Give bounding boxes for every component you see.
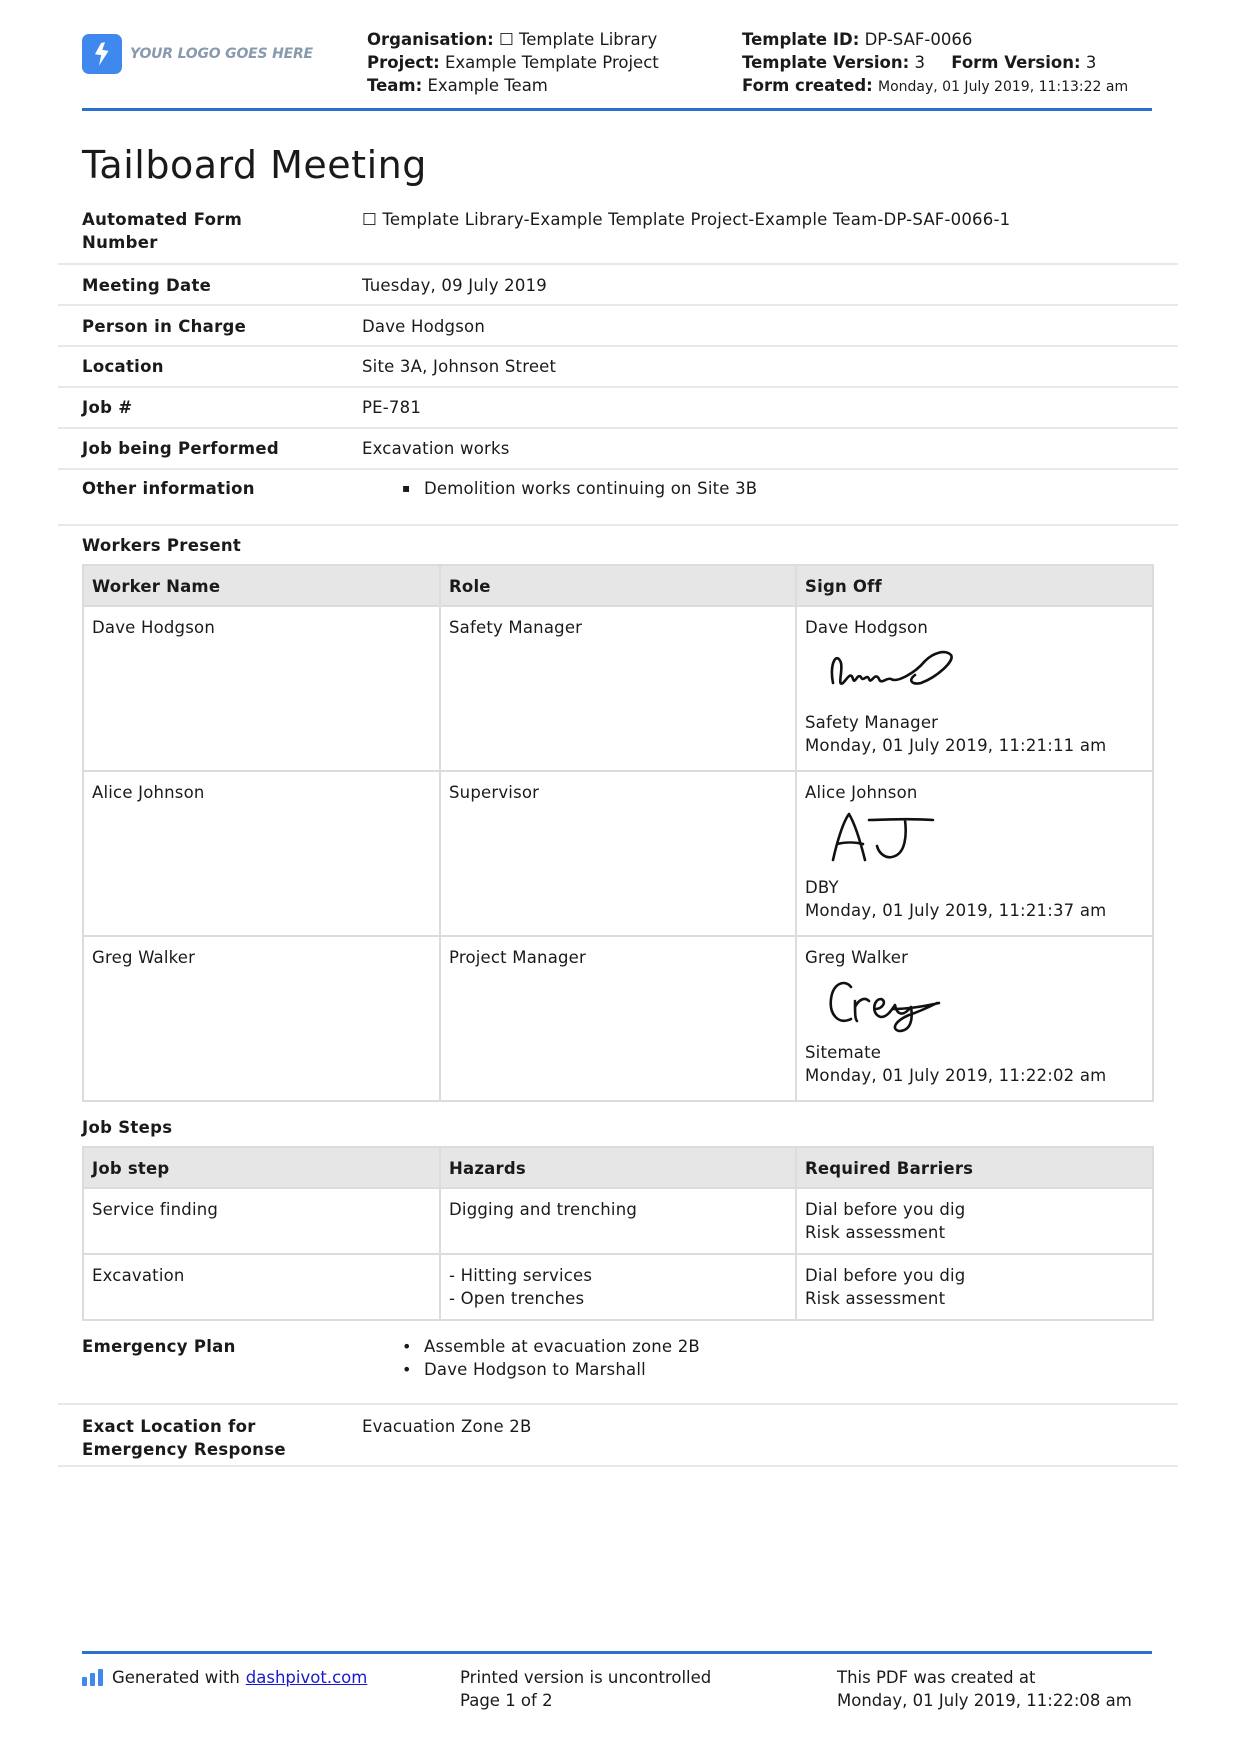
signature-image [805,804,1144,876]
form-fields [58,206,1178,526]
field-value [362,1335,1178,1403]
footer-divider [82,1651,1152,1654]
sign-organisation: Safety Manager [805,713,939,732]
field-value: ☐ Template Library-Example Template Project-Example Team-DP-SAF-0066-1 [362,210,1011,229]
worker-name-cell: Greg Walker [83,936,440,1101]
sign-name: Dave Hodgson [805,618,928,637]
sign-organisation: Sitemate [805,1043,882,1062]
list-item: • Assemble at evacuation zone 2B [362,1335,1178,1358]
footer-uncontrolled [460,1666,711,1712]
list-item: • Dave Hodgson to Marshall [362,1358,1178,1381]
field-row-emergency-plan [58,1335,1178,1405]
template-id-value: DP-SAF-0066 [864,30,973,49]
column-header: Hazards [440,1147,796,1188]
created-label: This PDF was created at [837,1668,1036,1687]
header-org-info [367,28,659,97]
project-value: Example Template Project [444,53,659,72]
sign-off-cell [796,606,1153,771]
sign-timestamp: Monday, 01 July 2019, 11:22:02 am [805,1066,1107,1085]
field-row-job-performed [58,429,1178,470]
project-label: Project: [367,53,440,72]
dashpivot-link[interactable]: dashpivot.com [245,1668,368,1687]
field-label: Exact Location for Emergency Response [82,1417,286,1459]
field-label: Job being Performed [82,439,279,458]
field-row-job-number [58,388,1178,429]
form-created-label: Form created: [742,76,873,95]
footer-created [837,1666,1132,1712]
field-label: Location [82,357,164,376]
field-value: Dave Hodgson [362,317,485,336]
column-header: Role [440,565,796,606]
workers-table [82,564,1154,1102]
page-header [82,28,1152,114]
table-header-row [83,1147,1153,1188]
worker-name-cell: Alice Johnson [83,771,440,936]
template-version-label: Template Version: [742,53,910,72]
job-steps-table [82,1146,1154,1321]
barriers-cell: Dial before you dig Risk assessment [796,1254,1153,1320]
organisation-value: ☐ Template Library [498,30,658,49]
list-item: ▪ Demolition works continuing on Site 3B [362,477,1178,500]
sign-timestamp: Monday, 01 July 2019, 11:21:37 am [805,901,1107,920]
field-label: Person in Charge [82,317,247,336]
column-header: Required Barriers [796,1147,1153,1188]
sign-organisation: DBY [805,878,839,897]
workers-section-title: Workers Present [82,536,242,555]
signature-image [805,639,1144,711]
job-steps-section-title: Job Steps [82,1118,173,1137]
emergency-fields [58,1335,1178,1467]
sign-off-cell [796,936,1153,1101]
field-label: Meeting Date [82,276,212,295]
field-row-meeting-date [58,265,1178,306]
page-number: Page 1 of 2 [460,1691,553,1710]
field-value: PE-781 [362,398,422,417]
barriers-cell: Dial before you dig Risk assessment [796,1188,1153,1254]
hazards-cell: - Hitting services - Open trenches [440,1254,796,1320]
template-id-label: Template ID: [742,30,860,49]
signature-image [805,969,1144,1041]
bar-chart-icon [82,1669,103,1686]
table-row [83,771,1153,936]
template-version-value: 3 [914,53,925,72]
table-row [83,606,1153,771]
job-step-cell: Service finding [83,1188,440,1254]
organisation-label: Organisation: [367,30,494,49]
table-row [83,1188,1153,1254]
team-value: Example Team [427,76,548,95]
field-value: Excavation works [362,439,510,458]
column-header: Sign Off [796,565,1153,606]
field-value: Tuesday, 09 July 2019 [362,276,547,295]
sign-name: Alice Johnson [805,783,918,802]
column-header: Worker Name [83,565,440,606]
page-title: Tailboard Meeting [82,143,427,187]
role-cell: Supervisor [440,771,796,936]
logo-text: YOUR LOGO GOES HERE [130,46,313,62]
column-header: Job step [83,1147,440,1188]
field-row-person-in-charge [58,306,1178,347]
team-label: Team: [367,76,423,95]
job-step-cell: Excavation [83,1254,440,1320]
field-row-other-information [58,470,1178,526]
role-cell: Project Manager [440,936,796,1101]
field-row-location [58,347,1178,388]
sign-timestamp: Monday, 01 July 2019, 11:21:11 am [805,736,1107,755]
logo [82,34,313,74]
sign-off-cell [796,771,1153,936]
logo-icon [82,34,122,74]
form-version-value: 3 [1085,53,1097,72]
field-row-form-number [58,206,1178,265]
header-template-info [742,28,1128,99]
footer-generated [82,1666,367,1689]
form-created-value: Monday, 01 July 2019, 11:13:22 am [878,79,1129,95]
generated-text: Generated with [112,1668,240,1687]
sign-name: Greg Walker [805,948,909,967]
hazards-cell: Digging and trenching [440,1188,796,1254]
table-row [83,936,1153,1101]
field-value [362,477,1178,524]
field-label: Other information [82,479,255,498]
role-cell: Safety Manager [440,606,796,771]
table-row [83,1254,1153,1320]
field-label: Automated Form Number [82,210,243,252]
field-value: Site 3A, Johnson Street [362,357,557,376]
uncontrolled-text: Printed version is uncontrolled [460,1668,712,1687]
header-divider [82,108,1152,111]
worker-name-cell: Dave Hodgson [83,606,440,771]
field-label: Job # [82,398,133,417]
field-value: Evacuation Zone 2B [362,1417,532,1436]
form-version-label: Form Version: [951,53,1081,72]
field-label: Emergency Plan [82,1337,236,1356]
created-value: Monday, 01 July 2019, 11:22:08 am [837,1691,1132,1710]
field-row-emergency-location [58,1405,1178,1467]
table-header-row [83,565,1153,606]
